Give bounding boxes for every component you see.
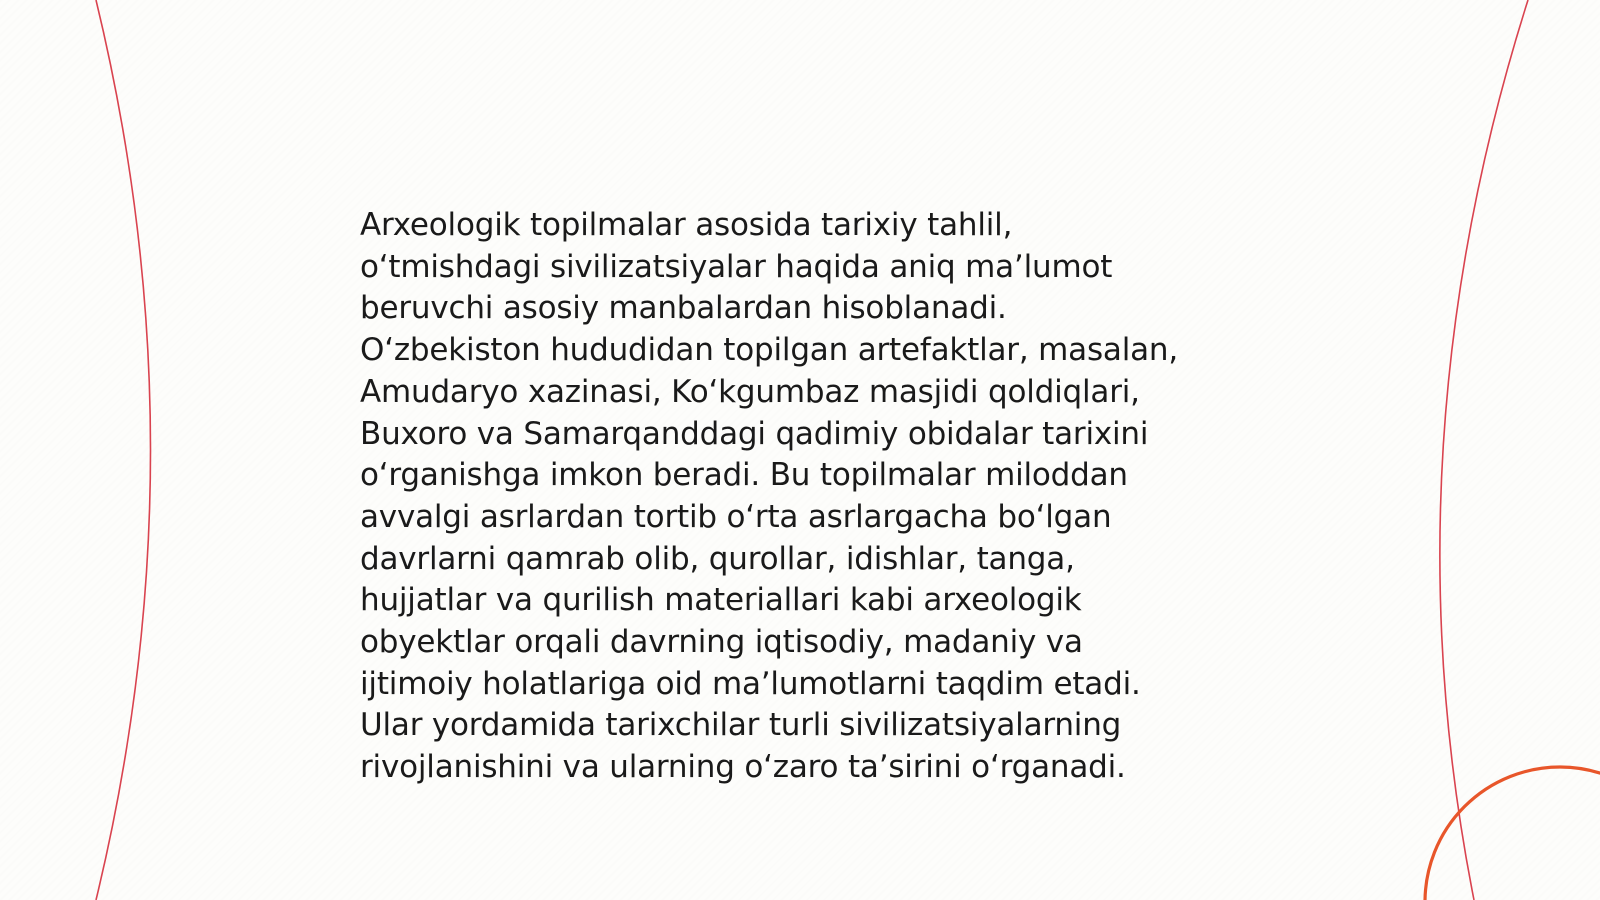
paragraph-line: o‘tmishdagi sivilizatsiyalar haqida aniq ma’lumot — [360, 248, 1113, 285]
paragraph-line: Amudaryo xazinasi, Ko‘kgumbaz masjidi qoldiqlari, — [360, 373, 1140, 410]
paragraph-line: ijtimoiy holatlariga oid ma’lumotlarni taqdim etadi. — [360, 665, 1141, 702]
paragraph-line: davrlarni qamrab olib, qurollar, idishlar, tanga, — [360, 540, 1075, 577]
body-paragraph — [360, 205, 1260, 789]
paragraph-line: o‘rganishga imkon beradi. Bu topilmalar miloddan — [360, 457, 1128, 494]
right-curve-line — [1440, 0, 1528, 900]
left-curve-line — [96, 0, 151, 900]
paragraph-line: avvalgi asrlardan tortib o‘rta asrlargacha bo‘lgan — [360, 498, 1112, 535]
paragraph-line: obyektlar orqali davrning iqtisodiy, madaniy va — [360, 624, 1083, 661]
paragraph-line: hujjatlar va qurilish materiallari kabi arxeologik — [360, 582, 1082, 619]
paragraph-line: rivojlanishini va ularning o‘zaro ta’sirini o‘rganadi. — [360, 749, 1126, 786]
paragraph-line: Buxoro va Samarqanddagi qadimiy obidalar tarixini — [360, 415, 1149, 452]
paragraph-line: beruvchi asosiy manbalardan hisoblanadi. — [360, 290, 1007, 327]
paragraph-line: Arxeologik topilmalar asosida tarixiy tahlil, — [360, 207, 1013, 243]
orange-arc — [1425, 767, 1600, 900]
paragraph-line: O‘zbekiston hududidan topilgan artefaktlar, masalan, — [360, 332, 1179, 369]
paragraph-line: Ular yordamida tarixchilar turli sivilizatsiyalarning — [360, 707, 1122, 744]
